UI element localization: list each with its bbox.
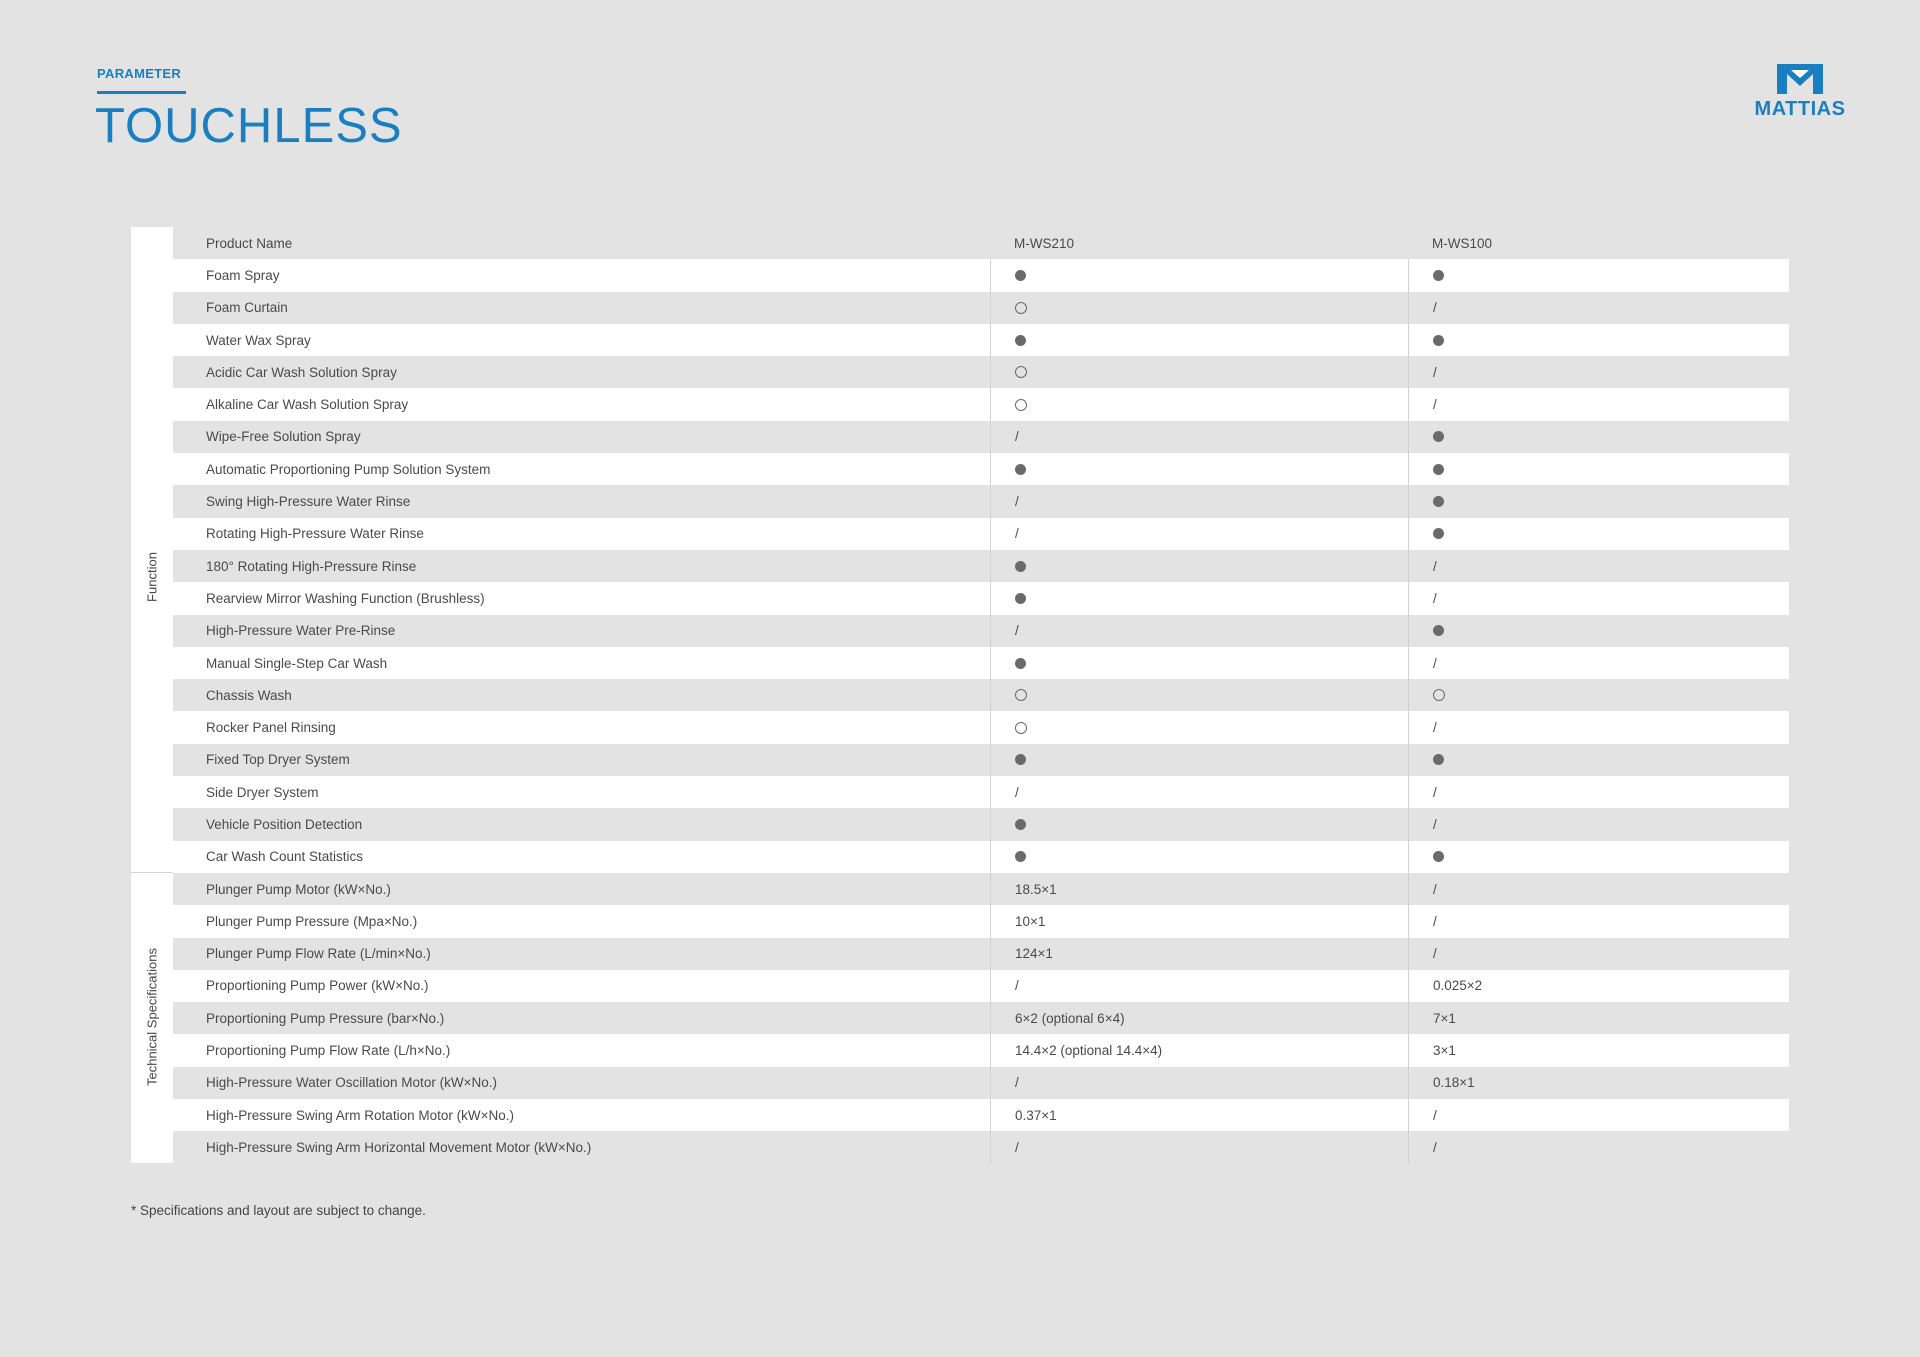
cell-ws100	[1408, 679, 1789, 711]
standard-dot-icon	[1015, 464, 1026, 475]
table-row	[173, 518, 1789, 550]
cell-ws100: 7×1	[1408, 1002, 1789, 1034]
row-label: Proportioning Pump Power (kW×No.)	[206, 978, 429, 994]
cell-ws100: /	[1408, 647, 1789, 679]
cell-ws100: /	[1408, 711, 1789, 743]
row-label: Rotating High-Pressure Water Rinse	[206, 526, 424, 542]
cell-ws210: /	[990, 970, 1408, 1002]
footnote: * Specifications and layout are subject to change.	[131, 1203, 426, 1218]
table-header-row	[173, 227, 1789, 259]
cell-ws210: /	[990, 518, 1408, 550]
table-row	[173, 1131, 1789, 1163]
row-label: Foam Spray	[206, 267, 280, 283]
cell-ws210: 14.4×2 (optional 14.4×4)	[990, 1034, 1408, 1066]
cell-ws100	[1408, 841, 1789, 873]
row-label: Plunger Pump Flow Rate (L/min×No.)	[206, 946, 431, 962]
table-row	[173, 292, 1789, 324]
row-label: High-Pressure Water Oscillation Motor (kW×No.)	[206, 1075, 497, 1091]
table-row	[173, 1002, 1789, 1034]
cell-ws210	[990, 388, 1408, 420]
row-label: Manual Single-Step Car Wash	[206, 655, 388, 671]
cell-ws210: 10×1	[990, 905, 1408, 937]
standard-dot-icon	[1433, 851, 1444, 862]
cell-ws100	[1408, 615, 1789, 647]
standard-dot-icon	[1015, 270, 1026, 281]
table-row	[173, 938, 1789, 970]
section-label-technical: Technical Specifications	[144, 947, 160, 1087]
cell-ws100: /	[1408, 582, 1789, 614]
standard-dot-icon	[1433, 335, 1444, 346]
cell-ws210: /	[990, 421, 1408, 453]
table-row	[173, 259, 1789, 291]
cell-ws210: /	[990, 615, 1408, 647]
cell-ws210	[990, 647, 1408, 679]
cell-ws210: 6×2 (optional 6×4)	[990, 1002, 1408, 1034]
cell-ws100	[1408, 421, 1789, 453]
cell-ws210	[990, 550, 1408, 582]
cell-ws210	[990, 744, 1408, 776]
table-row	[173, 873, 1789, 905]
row-label: High-Pressure Water Pre-Rinse	[206, 623, 396, 639]
cell-ws100: 3×1	[1408, 1034, 1789, 1066]
spec-table	[173, 227, 1789, 1164]
mattias-logo-icon	[1775, 62, 1825, 96]
cell-ws100: /	[1408, 356, 1789, 388]
table-row	[173, 550, 1789, 582]
row-label: Swing High-Pressure Water Rinse	[206, 494, 411, 510]
standard-dot-icon	[1433, 431, 1444, 442]
cell-ws100	[1408, 485, 1789, 517]
cell-ws210: /	[990, 1131, 1408, 1163]
row-label: Chassis Wash	[206, 687, 292, 703]
eyebrow-underline	[97, 91, 186, 94]
optional-circle-icon	[1015, 302, 1027, 314]
standard-dot-icon	[1015, 335, 1026, 346]
cell-ws100	[1408, 259, 1789, 291]
row-label: Foam Curtain	[206, 300, 288, 316]
cell-ws210	[990, 453, 1408, 485]
table-row	[173, 582, 1789, 614]
table-row	[173, 744, 1789, 776]
row-label: Acidic Car Wash Solution Spray	[206, 364, 397, 380]
table-row	[173, 421, 1789, 453]
cell-ws210: 0.37×1	[990, 1099, 1408, 1131]
cell-ws100: 0.18×1	[1408, 1067, 1789, 1099]
brand-name: MATTIAS	[1754, 98, 1846, 120]
brand-logo	[1740, 62, 1860, 132]
row-label: Proportioning Pump Flow Rate (L/h×No.)	[206, 1043, 451, 1059]
table-row	[173, 485, 1789, 517]
standard-dot-icon	[1433, 496, 1444, 507]
cell-ws210	[990, 808, 1408, 840]
cell-ws210: 18.5×1	[990, 873, 1408, 905]
standard-dot-icon	[1433, 625, 1444, 636]
row-label: Plunger Pump Pressure (Mpa×No.)	[206, 913, 418, 929]
cell-ws100	[1408, 744, 1789, 776]
standard-dot-icon	[1433, 528, 1444, 539]
standard-dot-icon	[1015, 851, 1026, 862]
cell-ws210	[990, 841, 1408, 873]
header-model-ws210: M-WS210	[1014, 235, 1075, 251]
cell-ws210	[990, 259, 1408, 291]
section-eyebrow: PARAMETER	[97, 66, 182, 81]
row-label: Rearview Mirror Washing Function (Brushless)	[206, 590, 485, 606]
header-model-ws100: M-WS100	[1432, 235, 1493, 251]
cell-ws210	[990, 324, 1408, 356]
cell-ws100: /	[1408, 292, 1789, 324]
optional-circle-icon	[1015, 722, 1027, 734]
standard-dot-icon	[1433, 754, 1444, 765]
optional-circle-icon	[1015, 399, 1027, 411]
cell-ws210	[990, 292, 1408, 324]
row-label: Rocker Panel Rinsing	[206, 720, 336, 736]
cell-ws100: /	[1408, 1099, 1789, 1131]
row-label: Plunger Pump Motor (kW×No.)	[206, 881, 391, 897]
cell-ws100: /	[1408, 550, 1789, 582]
cell-ws100: /	[1408, 873, 1789, 905]
standard-dot-icon	[1015, 658, 1026, 669]
row-label: Wipe-Free Solution Spray	[206, 429, 361, 445]
row-label: Car Wash Count Statistics	[206, 849, 364, 865]
table-row	[173, 841, 1789, 873]
cell-ws100	[1408, 453, 1789, 485]
cell-ws100: /	[1408, 388, 1789, 420]
cell-ws210	[990, 679, 1408, 711]
table-row	[173, 776, 1789, 808]
table-row	[173, 453, 1789, 485]
row-label: Alkaline Car Wash Solution Spray	[206, 397, 409, 413]
table-row	[173, 1034, 1789, 1066]
table-row	[173, 711, 1789, 743]
cell-ws210: /	[990, 776, 1408, 808]
optional-circle-icon	[1015, 366, 1027, 378]
row-label: 180° Rotating High-Pressure Rinse	[206, 558, 417, 574]
cell-ws100: /	[1408, 808, 1789, 840]
table-row	[173, 1067, 1789, 1099]
table-row	[173, 647, 1789, 679]
cell-ws210	[990, 356, 1408, 388]
table-row	[173, 1099, 1789, 1131]
cell-ws210: /	[990, 485, 1408, 517]
cell-ws100: /	[1408, 1131, 1789, 1163]
table-row	[173, 615, 1789, 647]
section-divider	[131, 872, 173, 873]
cell-ws100: /	[1408, 776, 1789, 808]
row-label: Automatic Proportioning Pump Solution System	[206, 461, 491, 477]
standard-dot-icon	[1015, 561, 1026, 572]
table-row	[173, 388, 1789, 420]
table-row	[173, 808, 1789, 840]
table-row	[173, 324, 1789, 356]
cell-ws100: /	[1408, 938, 1789, 970]
standard-dot-icon	[1015, 819, 1026, 830]
row-label: High-Pressure Swing Arm Rotation Motor (kW×No.)	[206, 1107, 514, 1123]
header-product-name: Product Name	[206, 235, 293, 251]
row-label: Side Dryer System	[206, 784, 319, 800]
row-label: High-Pressure Swing Arm Horizontal Movement Motor (kW×No.)	[206, 1139, 592, 1155]
row-label: Fixed Top Dryer System	[206, 752, 350, 768]
row-label: Water Wax Spray	[206, 332, 311, 348]
cell-ws100: 0.025×2	[1408, 970, 1789, 1002]
row-label: Vehicle Position Detection	[206, 816, 363, 832]
table-row	[173, 905, 1789, 937]
cell-ws100	[1408, 518, 1789, 550]
table-row	[173, 970, 1789, 1002]
page-title: TOUCHLESS	[95, 99, 403, 153]
standard-dot-icon	[1433, 270, 1444, 281]
cell-ws210: /	[990, 1067, 1408, 1099]
cell-ws210	[990, 582, 1408, 614]
row-label: Proportioning Pump Pressure (bar×No.)	[206, 1010, 445, 1026]
optional-circle-icon	[1433, 689, 1445, 701]
table-row	[173, 679, 1789, 711]
table-row	[173, 356, 1789, 388]
cell-ws100: /	[1408, 905, 1789, 937]
cell-ws210	[990, 711, 1408, 743]
section-label-function: Function	[144, 552, 160, 602]
standard-dot-icon	[1015, 593, 1026, 604]
standard-dot-icon	[1433, 464, 1444, 475]
standard-dot-icon	[1015, 754, 1026, 765]
optional-circle-icon	[1015, 689, 1027, 701]
cell-ws100	[1408, 324, 1789, 356]
cell-ws210: 124×1	[990, 938, 1408, 970]
